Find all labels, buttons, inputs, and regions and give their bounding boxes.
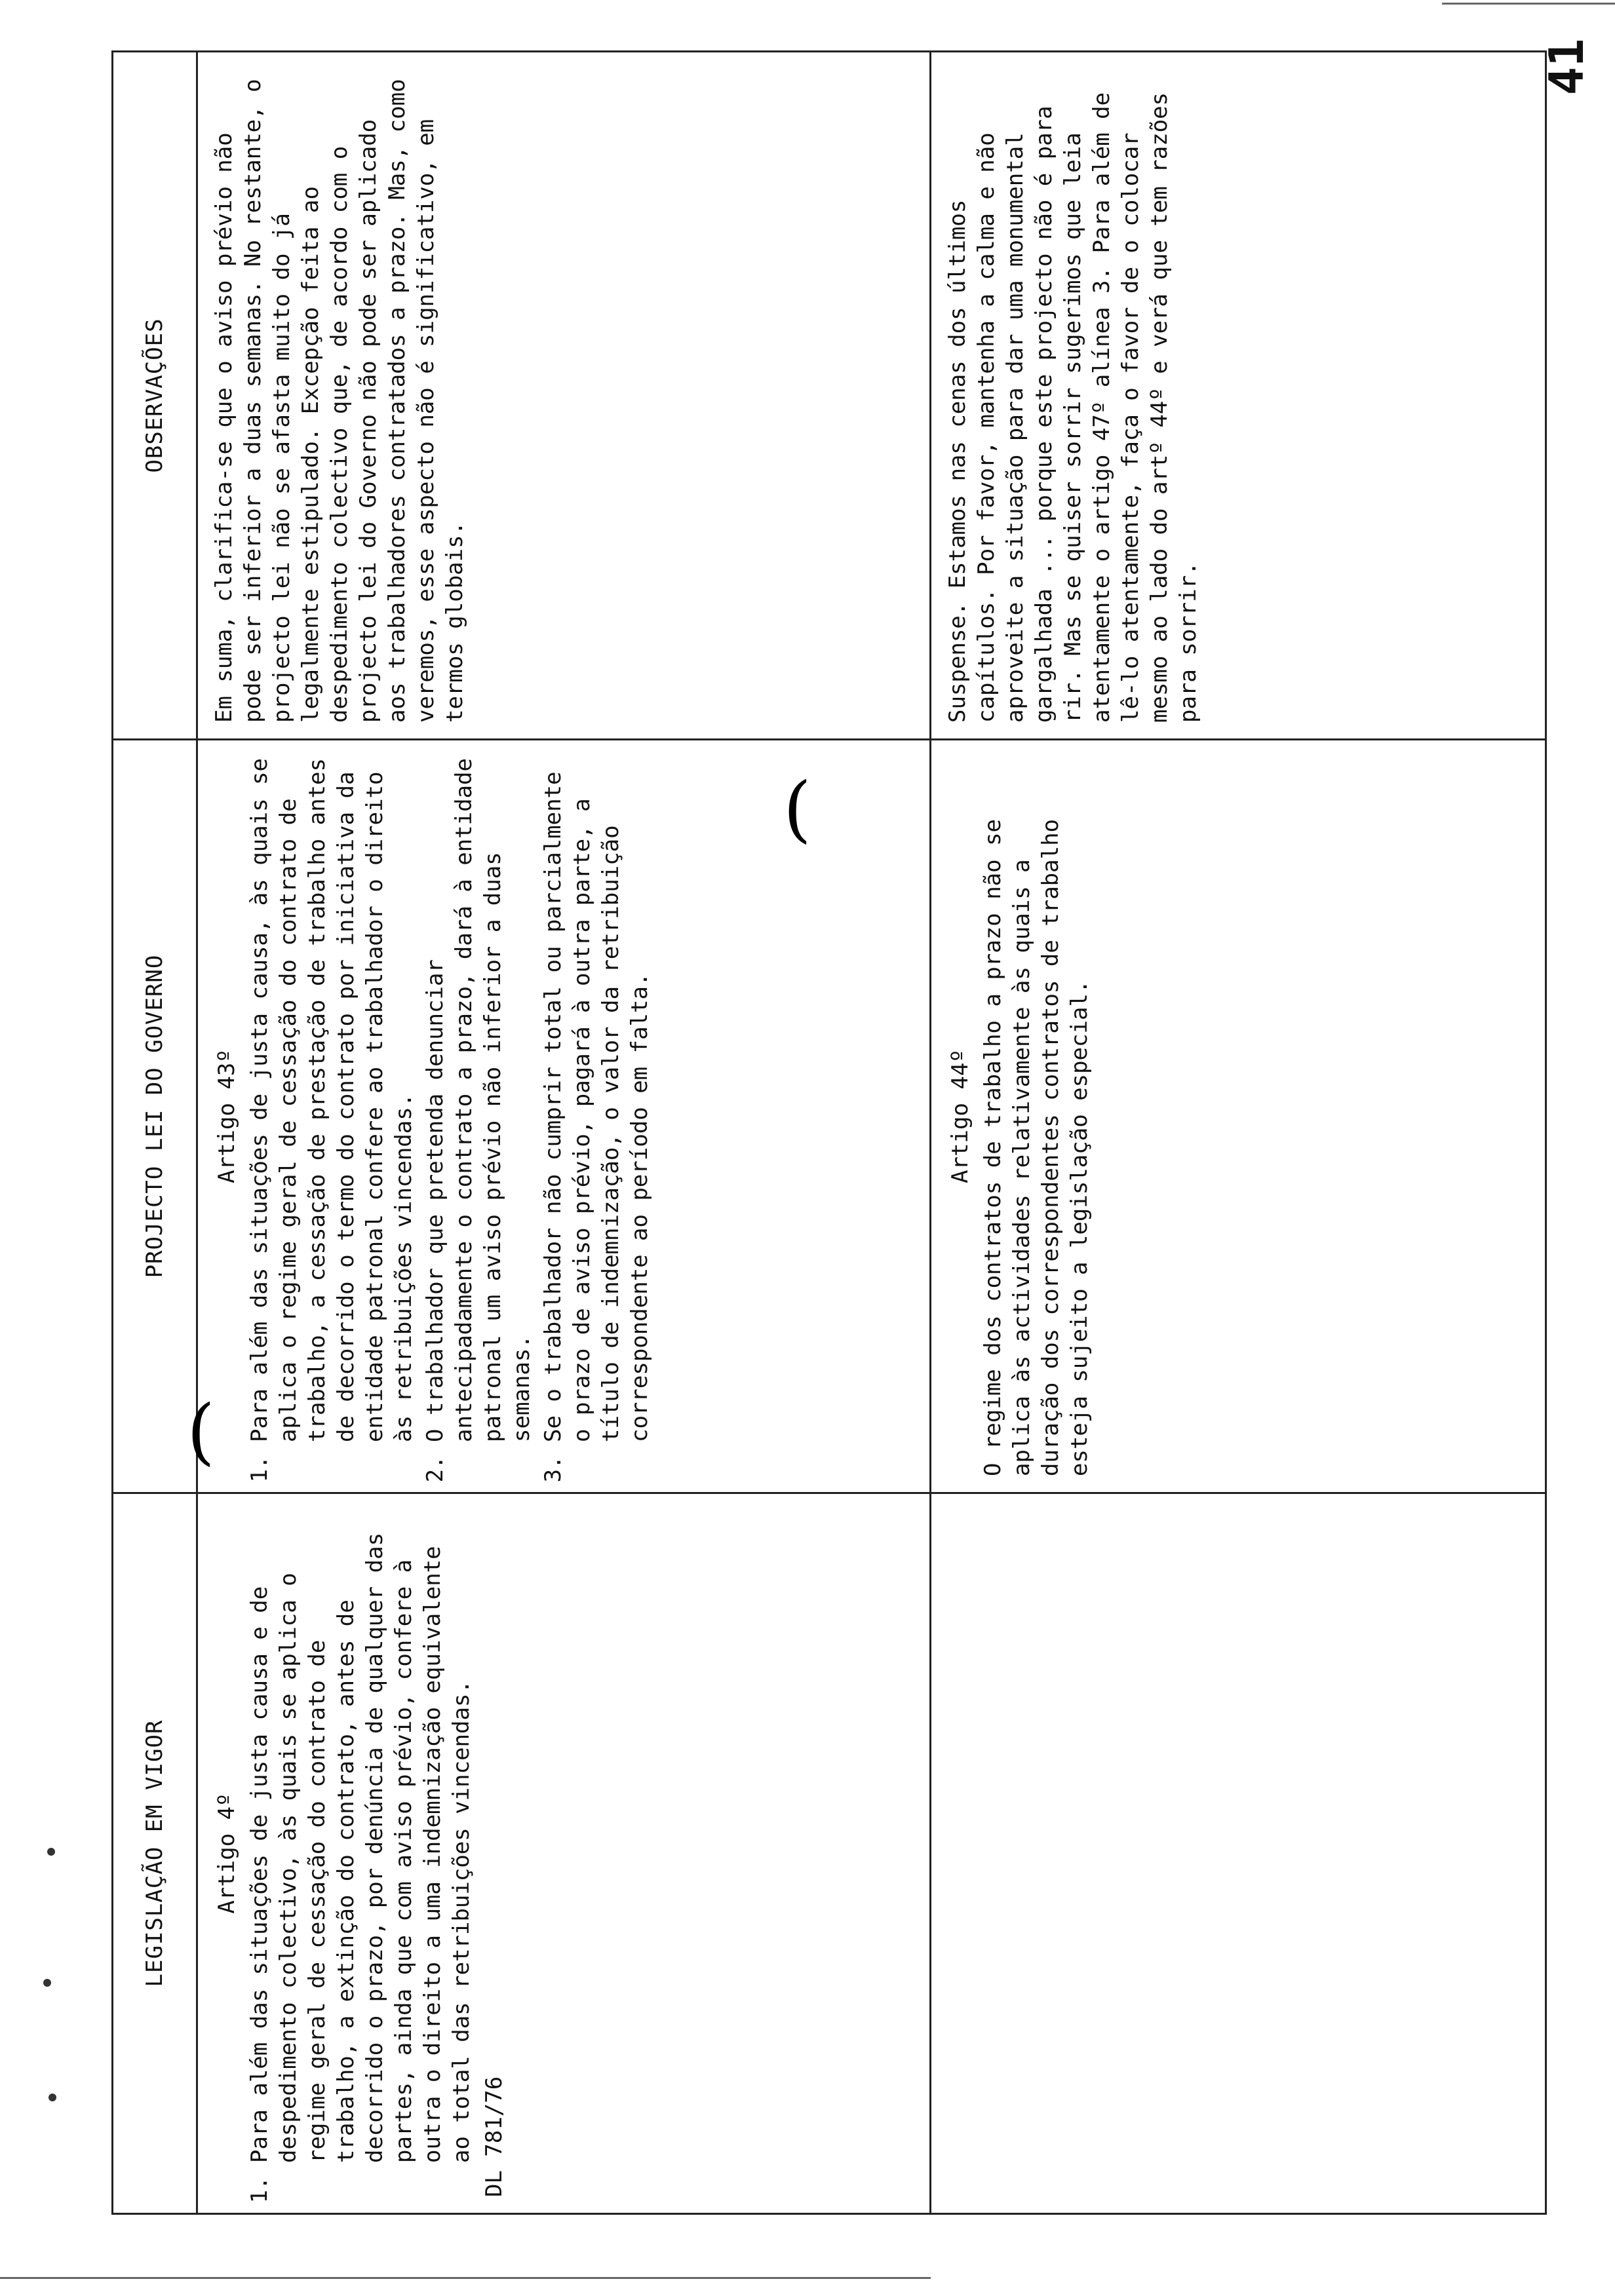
legal-reference: DL 781/76 xyxy=(481,2076,507,2197)
cell-legislacao-row2 xyxy=(931,1493,1546,2214)
scan-edge-line xyxy=(0,2277,931,2279)
header-legislacao: LEGISLAÇÃO EM VIGOR xyxy=(113,1493,197,2214)
article-item: 1. Para além das situações de justa causa e de despedimento colectivo, às quais se aplica o regime geral de cessação do contrato de trabalho, a extinção do contrato, antes de decorrido o prazo, por denúncia de qualquer das partes, ainda que com aviso prévio, confere à outra o direito a uma indemnização equivalente ao total das retribuições vincendas. xyxy=(245,1510,476,2163)
scan-speck xyxy=(47,1848,55,1856)
rotated-document xyxy=(111,52,1521,2215)
article-title: Artigo 43º xyxy=(214,1049,240,1183)
article-title: Artigo 4º xyxy=(214,1793,240,1914)
article-item: 3. Se o trabalhador não cumprir total ou parcialmente o prazo de aviso prévio, pagará à outra parte, a título de indemnização, o valor da retribuição correspondente ao período em falta. xyxy=(539,756,654,1442)
page-number: 41 xyxy=(1539,38,1594,96)
article-items xyxy=(245,1510,476,2197)
cell-observacoes-row2 xyxy=(931,52,1546,740)
scan-edge-line xyxy=(1442,3,1615,5)
cell-projecto-row2 xyxy=(931,740,1546,1493)
article-text: O regime dos contratos de trabalho a prazo não se aplica às actividades relativamente às quais a duração dos correspondentes contratos de trabalho esteja sujeito a legislação especial. xyxy=(980,818,1093,1476)
comparison-table xyxy=(111,50,1547,2215)
header-projecto: PROJECTO LEI DO GOVERNO xyxy=(113,740,197,1493)
observation-text: Em suma, clarifica-se que o aviso prévio não pode ser inferior a duas semanas. No restante, o projecto lei não se afasta muito do já legalmente estipulado. Excepção feita ao despedimento colectivo que, de acordo com o projecto lei do Governo não pode ser aplicado aos trabalhadores contratados a prazo. Mas, como veremos, esse aspecto não é significativo, em termos globais. xyxy=(211,79,468,723)
observation-text: Suspense. Estamos nas cenas dos últimos capítulos. Por favor, mantenha a calma e não aproveite a situação para dar uma monumental gargalhada ... porque este projecto não é para rir. Mas se quiser sorrir sugerimos que leia atentamente o artigo 47º alínea 3. Para além de lê-lo atentamente, faça o favor de o colocar mesmo ao lado do artº 44º e verá que tem razões para sorrir. xyxy=(944,92,1201,723)
punch-mark: ( xyxy=(783,767,811,851)
cell-legislacao-row1 xyxy=(197,1493,931,2214)
article-title: Artigo 44º xyxy=(947,1049,973,1183)
article-items xyxy=(245,756,654,1476)
cell-projecto-row1 xyxy=(197,740,931,1493)
header-observacoes: OBSERVAÇÕES xyxy=(113,52,197,740)
punch-mark: ( xyxy=(187,1389,215,1473)
article-item: 2. O trabalhador que pretenda denunciar antecipadamente o contrato a prazo, dará à entidade patronal um aviso prévio não inferior a duas semanas. xyxy=(421,756,536,1442)
table-row xyxy=(931,52,1546,2214)
scan-speck xyxy=(43,1979,51,1987)
scan-speck xyxy=(49,2094,56,2101)
table-row xyxy=(197,52,931,2214)
article-item: 1. Para além das situações de justa causa, às quais se aplica o regime geral de cessação do contrato de trabalho, a cessação de prestação de trabalho antes de decorrido o termo do contrato por iniciativa da entidade patronal confere ao trabalhador o direito às retribuições vincendas. xyxy=(245,756,418,1442)
cell-observacoes-row1 xyxy=(197,52,931,740)
